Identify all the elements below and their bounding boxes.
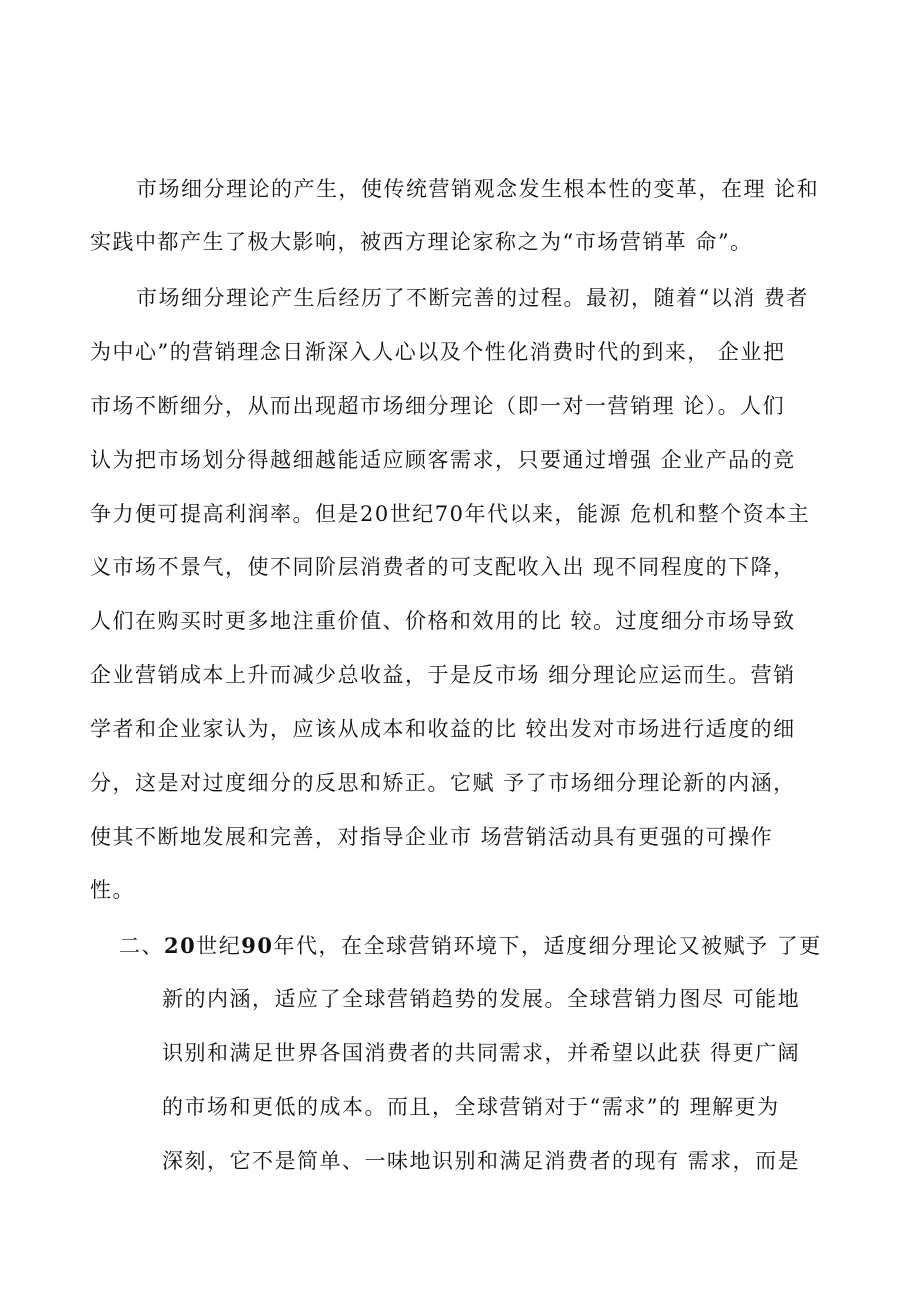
paragraph-2-line: 为中心”的营销理念日渐深入人心以及个性化消费时代的到来， 企业把 xyxy=(90,340,786,364)
paragraph-1-line: 市场细分理论的产生，使传统营销观念发生根本性的变革，在理 论和 xyxy=(136,177,820,201)
paragraph-2-line: 市场不断细分，从而出现超市场细分理论（即一对一营销理 论）。人们 xyxy=(90,394,786,418)
item-2-text: 年代，在全球营销环境下，适度细分理论又被赋予 了更 xyxy=(273,934,822,958)
paragraph-1-line: 实践中都产生了极大影响，被西方理论家称之为“市场营销革 命”。 xyxy=(90,230,753,254)
paragraph-2-line: 性。 xyxy=(90,878,135,902)
paragraph-2-line: 分，这是对过度细分的反思和矫正。它赋 予了市场细分理论新的内涵， xyxy=(90,771,796,795)
paragraph-2-line: 认为把市场划分得越细越能适应顾客需求，只要通过增强 企业产品的竞 xyxy=(90,448,796,472)
item-2-line: 识别和满足世界各国消费者的共同需求，并希望以此获 得更广阔 xyxy=(162,1041,801,1065)
item-2-first-line xyxy=(119,931,822,961)
item-2-marker: 二、 xyxy=(119,934,164,958)
item-2-line: 深刻，它不是简单、一味地识别和满足消费者的现有 需求，而是 xyxy=(162,1149,801,1173)
item-2-text: 世纪 xyxy=(196,934,242,958)
item-2-line: 的市场和更低的成本。而且，全球营销对于“需求”的 理解更为 xyxy=(162,1095,780,1119)
item-2-decade-number: 90 xyxy=(241,933,274,958)
item-2-year-number: 20 xyxy=(164,933,197,958)
paragraph-2-line: 义市场不景气，使不同阶层消费者的可支配收入出 现不同程度的下降， xyxy=(90,555,796,579)
paragraph-2-line: 争力便可提高利润率。但是20世纪70年代以来，能源 危机和整个资本主 xyxy=(90,502,811,526)
paragraph-2-line: 使其不断地发展和完善，对指导企业市 场营销活动具有更强的可操作 xyxy=(90,825,774,849)
paragraph-2-line: 学者和企业家认为，应该从成本和收益的比 较出发对市场进行适度的细 xyxy=(90,717,796,741)
paragraph-2-line: 人们在购买时更多地注重价值、价格和效用的比 较。过度细分市场导致 xyxy=(90,609,796,633)
paragraph-2-line: 市场细分理论产生后经历了不断完善的过程。最初，随着“以消 费者 xyxy=(136,286,809,310)
item-2-line: 新的内涵，适应了全球营销趋势的发展。全球营销力图尽 可能地 xyxy=(162,987,801,1011)
paragraph-2-line: 企业营销成本上升而减少总收益，于是反市场 细分理论应运而生。营销 xyxy=(90,663,796,687)
